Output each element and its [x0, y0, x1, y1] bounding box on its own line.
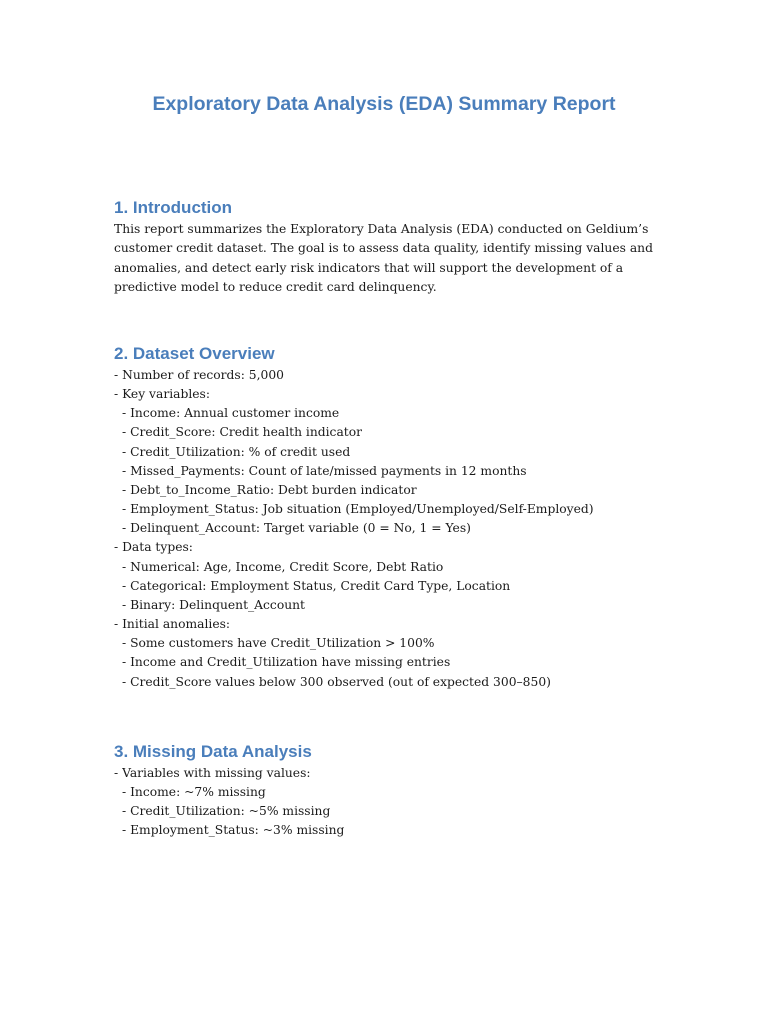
list-subitem: - Some customers have Credit_Utilization > 100%	[122, 636, 435, 651]
list-item: - Initial anomalies:	[114, 617, 231, 632]
dataset-overview-list	[114, 366, 674, 692]
section-dataset-overview	[114, 343, 674, 692]
list-item: - Key variables:	[114, 387, 211, 402]
list-subitem: - Credit_Utilization: ~5% missing	[122, 804, 331, 819]
list-subitem: - Income and Credit_Utilization have missing entries	[122, 655, 451, 670]
section-introduction	[114, 197, 674, 297]
list-subitem: - Numerical: Age, Income, Credit Score, Debt Ratio	[122, 559, 444, 574]
list-subitem: - Credit_Score: Credit health indicator	[122, 425, 362, 440]
section-heading: 3. Missing Data Analysis	[114, 742, 312, 761]
list-subitem: - Income: Annual customer income	[122, 406, 340, 421]
missing-data-list	[114, 764, 674, 841]
list-subitem: - Income: ~7% missing	[122, 785, 266, 800]
list-subitem: - Binary: Delinquent_Account	[122, 597, 306, 612]
report-title: Exploratory Data Analysis (EDA) Summary Report	[152, 93, 616, 115]
list-item: - Data types:	[114, 540, 193, 555]
list-subitem: - Categorical: Employment Status, Credit Card Type, Location	[122, 578, 511, 593]
list-subitem: - Delinquent_Account: Target variable (0 = No, 1 = Yes)	[122, 521, 471, 536]
list-subitem: - Debt_to_Income_Ratio: Debt burden indicator	[122, 482, 417, 497]
list-subitem: - Missed_Payments: Count of late/missed payments in 12 months	[122, 463, 527, 478]
section-paragraph: This report summarizes the Exploratory Data Analysis (EDA) conducted on Geldium’s customer credit dataset. The goal is to assess data quality, identify missing values and anomalies, and detect early risk indicators that will support the development of a predictive model to reduce credit card delinquency.	[114, 222, 653, 294]
list-subitem: - Credit_Utilization: % of credit used	[122, 444, 351, 459]
list-item: - Variables with missing values:	[114, 766, 311, 780]
list-subitem: - Employment_Status: ~3% missing	[122, 823, 345, 838]
section-heading: 2. Dataset Overview	[114, 344, 275, 363]
list-subitem: - Employment_Status: Job situation (Employed/Unemployed/Self-Employed)	[122, 502, 594, 517]
section-missing-data	[114, 741, 674, 841]
list-item: - Number of records: 5,000	[114, 368, 284, 382]
section-heading: 1. Introduction	[114, 198, 233, 217]
list-subitem: - Credit_Score values below 300 observed (out of expected 300–850)	[122, 674, 551, 689]
